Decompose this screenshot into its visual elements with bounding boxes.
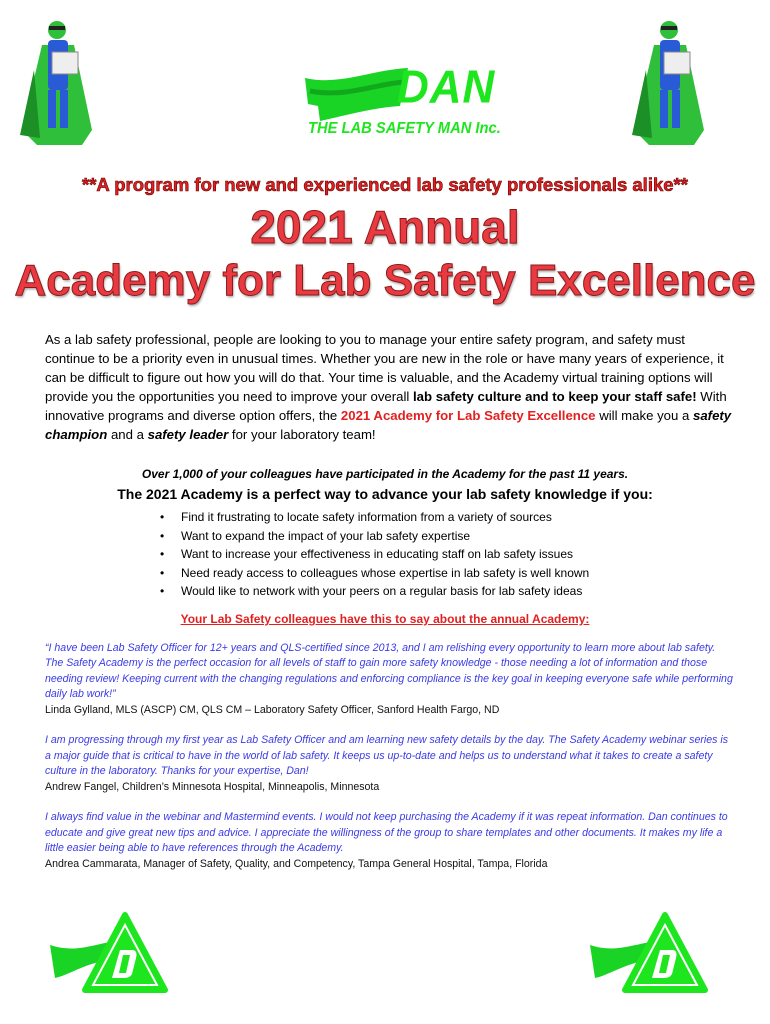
list-item: • Find it frustrating to locate safety information from a variety of sources (160, 508, 770, 527)
logo-name: DAN (397, 61, 496, 114)
testimonial-quote: I am progressing through my first year as Lab Safety Officer and am learning new safety details by the day. The Safety Academy webinar series is a major guide that is critical to have in the world of lab safety. It keeps us up-to-date and helps us to understand what it takes to create a safety culture in the laboratory. Thanks for your expertise, Dan! (45, 734, 729, 778)
dan-badge-icon-right (560, 900, 710, 1010)
list-item: • Need ready access to colleagues whose expertise in lab safety is well known (160, 564, 770, 583)
benefits-list (160, 508, 770, 601)
testimonials-heading: Your Lab Safety colleagues have this to say about the annual Academy: (180, 611, 590, 626)
intro-safety-leader: safety leader (147, 427, 229, 442)
superhero-illustration-right (624, 10, 714, 150)
testimonial-quote: “I have been Lab Safety Officer for 12+ years and QLS-certified since 2013, and I am relishing every opportunity to learn more about lab safety. The Safety Academy is the perfect occasion for all levels of staff to gain more safety knowledge - those needing a lot of information and those needing review! Keeping current with the changing regulations and enforcing compliance is the key goal in keeping everyone safe while performing daily lab work!” (45, 641, 733, 701)
list-item: • Want to increase your effectiveness in educating staff on lab safety issues (160, 545, 770, 564)
list-item: • Want to expand the impact of your lab safety expertise (160, 527, 770, 546)
intro-bold: lab safety culture and to keep your staff safe! (413, 389, 697, 404)
intro-text: for your laboratory team! (228, 427, 376, 442)
company-logo (300, 58, 501, 158)
advance-heading: The 2021 Academy is a perfect way to advance your lab safety knowledge if you: (117, 486, 653, 502)
page-title-year: 2021 Annual (250, 201, 520, 253)
intro-safety-champion: safety champion (45, 408, 732, 442)
testimonial-quote: I always find value in the webinar and Mastermind events. I would not keep purchasing the Academy if it was repeat information. Dan continues to educate and give great new tips and advice. I appreciate the willingness of the group to share templates and other documents. It makes my life a little easier being able to have references through the Academy. (45, 811, 728, 855)
cape-icon (300, 66, 410, 121)
testimonial (45, 810, 735, 872)
participants-note: Over 1,000 of your colleagues have participated in the Academy for the past 11 years. (141, 467, 629, 481)
testimonial (45, 733, 735, 795)
tagline: **A program for new and experienced lab safety professionals alike** (82, 174, 688, 195)
intro-text: will make you a (595, 408, 694, 423)
testimonial-author: Linda Gylland, MLS (ASCP) CM, QLS CM – Laboratory Safety Officer, Sanford Health Fargo, ND (45, 703, 500, 716)
testimonial-author: Andrea Cammarata, Manager of Safety, Quality, and Competency, Tampa General Hospital, Tampa, Florida (45, 857, 548, 870)
intro-text: and a (107, 427, 148, 442)
testimonial (45, 641, 735, 719)
intro-paragraph (45, 330, 735, 444)
intro-academy-name: 2021 Academy for Lab Safety Excellence (340, 408, 596, 423)
superhero-illustration-left (12, 10, 102, 150)
list-item: • Would like to network with your peers on a regular basis for lab safety ideas (160, 582, 770, 601)
logo-subtitle: THE LAB SAFETY MAN Inc. (308, 120, 501, 137)
page-title: Academy for Lab Safety Excellence (14, 256, 756, 305)
intro-text: With innovative programs and diverse option offers, the (45, 389, 727, 423)
intro-text: As a lab safety professional, people are looking to you to manage your entire safety program, and safety must continue to be a priority even in unusual times. Whether you are new in the role or have many years of experience, it can be difficult to figure out how you will do that. Your time is valuable, and the Academy virtual training options will provide you the opportunities you need to improve your overall (45, 332, 724, 404)
document-body (0, 330, 770, 872)
dan-badge-icon-left (20, 900, 170, 1010)
testimonial-author: Andrew Fangel, Children’s Minnesota Hospital, Minneapolis, Minnesota (45, 780, 380, 793)
